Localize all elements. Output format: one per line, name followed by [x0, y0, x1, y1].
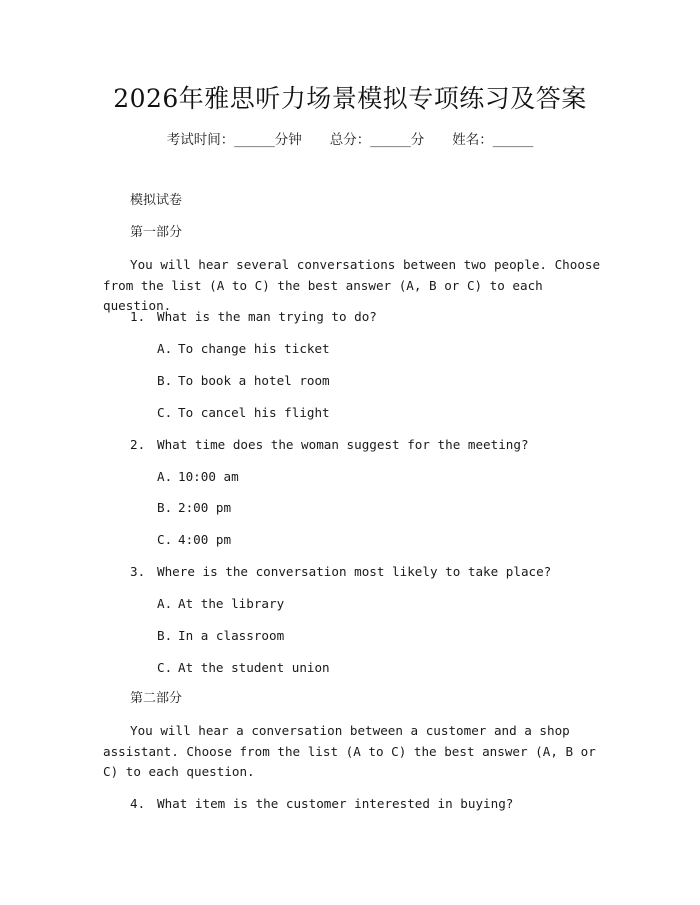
option-letter: B.: [157, 500, 173, 515]
name-blank: ______: [492, 132, 534, 148]
question-number: 3.: [130, 564, 146, 579]
option-text: To change his ticket: [178, 341, 330, 356]
option-text: To cancel his flight: [178, 405, 330, 420]
option-item: [157, 403, 330, 423]
option-text: At the library: [178, 596, 285, 611]
part1-heading: 第一部分: [130, 225, 183, 240]
time-label: 考试时间：: [166, 132, 235, 148]
option-letter: A.: [157, 469, 173, 484]
option-item: [157, 594, 284, 614]
question-text: Where is the conversation most likely to take place?: [157, 564, 552, 579]
option-letter: A.: [157, 341, 173, 356]
question-2: [130, 435, 529, 455]
option-text: 4:00 pm: [178, 532, 232, 547]
option-letter: C.: [157, 660, 173, 675]
option-item: [157, 626, 284, 646]
time-blank: ______: [234, 132, 275, 148]
score-label: 总分：: [329, 132, 371, 148]
score-unit: 分: [410, 132, 425, 148]
question-text: What is the man trying to do?: [157, 309, 377, 324]
option-text: To book a hotel room: [178, 373, 330, 388]
part1-instructions: You will hear several conversations between two people. Choose from the list (A to C) the best answer (A, B or C) to each question.: [103, 257, 601, 313]
option-letter: B.: [157, 628, 173, 643]
time-unit: 分钟: [274, 132, 302, 148]
option-item: [157, 498, 231, 518]
option-item: [157, 530, 231, 550]
question-4: [130, 794, 513, 814]
option-letter: C.: [157, 405, 173, 420]
question-3: [130, 562, 551, 582]
question-number: 2.: [130, 437, 146, 452]
option-text: 2:00 pm: [178, 500, 232, 515]
part2-heading: 第二部分: [130, 691, 183, 706]
option-letter: C.: [157, 532, 173, 547]
option-item: [157, 467, 239, 487]
exam-meta: [0, 130, 700, 150]
part2-instructions: You will hear a conversation between a customer and a shop assistant. Choose from the list (A to C) the best answer (A, B or C) to each question.: [103, 723, 596, 779]
name-label: 姓名：: [452, 132, 493, 148]
question-1: [130, 307, 377, 327]
option-text: At the student union: [178, 660, 330, 675]
option-text: 10:00 am: [178, 469, 239, 484]
paper-heading: 模拟试卷: [130, 193, 183, 208]
score-blank: ______: [370, 132, 411, 148]
question-number: 1.: [130, 309, 146, 324]
option-letter: A.: [157, 596, 173, 611]
question-text: What item is the customer interested in buying?: [157, 796, 514, 811]
option-letter: B.: [157, 373, 173, 388]
question-number: 4.: [130, 796, 146, 811]
option-text: In a classroom: [178, 628, 285, 643]
document-title: 2026年雅思听力场景模拟专项练习及答案: [113, 84, 587, 113]
option-item: [157, 658, 330, 678]
option-item: [157, 339, 330, 359]
option-item: [157, 371, 330, 391]
question-text: What time does the woman suggest for the meeting?: [157, 437, 529, 452]
